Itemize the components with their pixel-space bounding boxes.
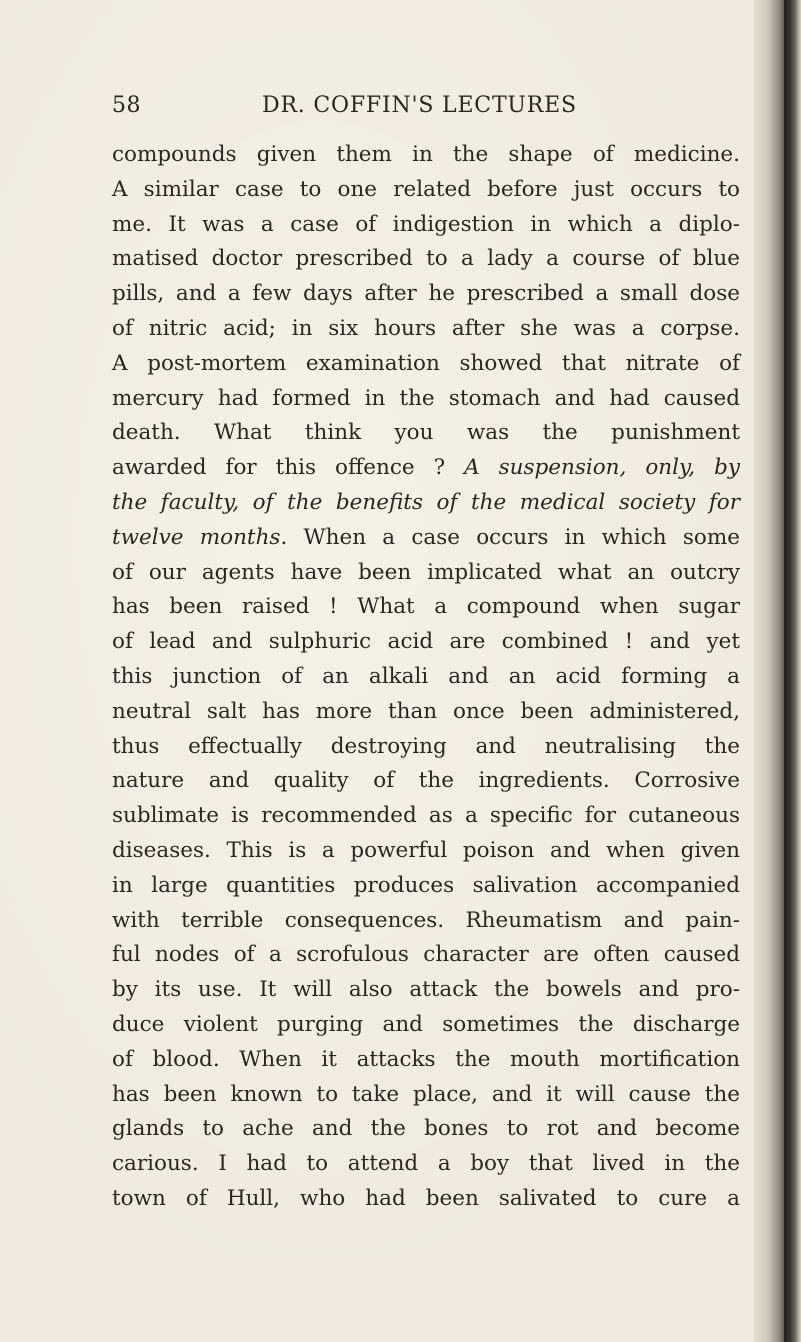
- text-line: [112, 1078, 740, 1113]
- text-span: has been raised ! What a compound when sugar: [112, 594, 740, 620]
- italic-text: twelve months.: [112, 524, 288, 550]
- text-line: [112, 138, 740, 173]
- text-span: by its use. It will also attack the bowels and pro-: [112, 977, 740, 1003]
- text-span: A post-mortem examination showed that nitrate of: [112, 350, 740, 376]
- text-line: [112, 904, 740, 939]
- text-span: pills, and a few days after he prescribed a small dose: [112, 281, 740, 307]
- text-span: duce violent purging and sometimes the discharge: [112, 1011, 740, 1037]
- text-line: [112, 242, 740, 277]
- text-line: [112, 730, 740, 765]
- text-span: matised doctor prescribed to a lady a course of blue: [112, 246, 740, 272]
- text-span: of lead and sulphuric acid are combined ! and yet: [112, 629, 740, 655]
- text-line: [112, 1008, 740, 1043]
- text-line: [112, 834, 740, 869]
- text-line: [112, 590, 740, 625]
- text-line: [112, 1182, 740, 1217]
- text-line: [112, 625, 740, 660]
- page-number: 58: [112, 93, 141, 118]
- text-span: compounds given them in the shape of medicine.: [112, 142, 740, 167]
- italic-text: A suspension, only, by: [464, 455, 740, 481]
- text-span: mercury had formed in the stomach and had caused: [112, 385, 740, 411]
- text-line: [112, 451, 740, 486]
- text-span: nature and quality of the ingredients. Corrosive: [112, 768, 740, 794]
- text-span: glands to ache and the bones to rot and become: [112, 1116, 740, 1142]
- text-line: [112, 869, 740, 904]
- text-span: thus effectually destroying and neutralising the: [112, 733, 740, 759]
- text-line: [112, 382, 740, 417]
- text-line: [112, 799, 740, 834]
- body-text: [112, 138, 740, 1217]
- text-span: A similar case to one related before just occurs to: [112, 176, 740, 202]
- text-span: death. What think you was the punishment: [112, 420, 740, 446]
- text-line: [112, 347, 740, 382]
- text-span: of our agents have been implicated what an outcry: [112, 559, 740, 585]
- text-span: in large quantities produces salivation accompanied: [112, 872, 740, 898]
- text-span: with terrible consequences. Rheumatism and pain-: [112, 907, 740, 933]
- running-head: DR. COFFIN'S LECTURES: [262, 93, 577, 118]
- text-span: of nitric acid; in six hours after she was a corpse.: [112, 315, 740, 341]
- text-line: [112, 695, 740, 730]
- text-line: [112, 277, 740, 312]
- text-line: [112, 764, 740, 799]
- text-line: [112, 556, 740, 591]
- text-span: ful nodes of a scrofulous character are often caused: [112, 942, 740, 968]
- text-line: [112, 1112, 740, 1147]
- text-line: [112, 938, 740, 973]
- text-line: [112, 660, 740, 695]
- text-line: [112, 1147, 740, 1182]
- text-span: neutral salt has more than once been administered,: [112, 698, 740, 724]
- page-header: [112, 93, 762, 125]
- text-line: [112, 521, 740, 556]
- text-line: [112, 312, 740, 347]
- text-span: When a case occurs in which some: [287, 524, 740, 550]
- text-line: [112, 173, 740, 208]
- text-span: carious. I had to attend a boy that lived in the: [112, 1151, 740, 1177]
- text-span: me. It was a case of indigestion in which a diplo-: [112, 211, 740, 237]
- text-line: [112, 208, 740, 243]
- text-span: sublimate is recommended as a specific for cutaneous: [112, 803, 740, 829]
- text-span: of blood. When it attacks the mouth mortification: [112, 1046, 740, 1072]
- text-span: has been known to take place, and it will cause the: [112, 1081, 740, 1107]
- text-line: [112, 416, 740, 451]
- text-span: this junction of an alkali and an acid forming a: [112, 663, 740, 689]
- text-line: [112, 486, 740, 521]
- text-span: diseases. This is a powerful poison and when given: [112, 837, 740, 863]
- text-span: town of Hull, who had been salivated to cure a: [112, 1185, 740, 1211]
- text-line: [112, 1043, 740, 1078]
- italic-text: the faculty, of the benefits of the medical society for: [112, 489, 740, 515]
- gutter-shadow: [784, 0, 787, 1342]
- text-span: awarded for this offence ?: [112, 455, 465, 481]
- text-line: [112, 973, 740, 1008]
- book-gutter: [753, 0, 801, 1342]
